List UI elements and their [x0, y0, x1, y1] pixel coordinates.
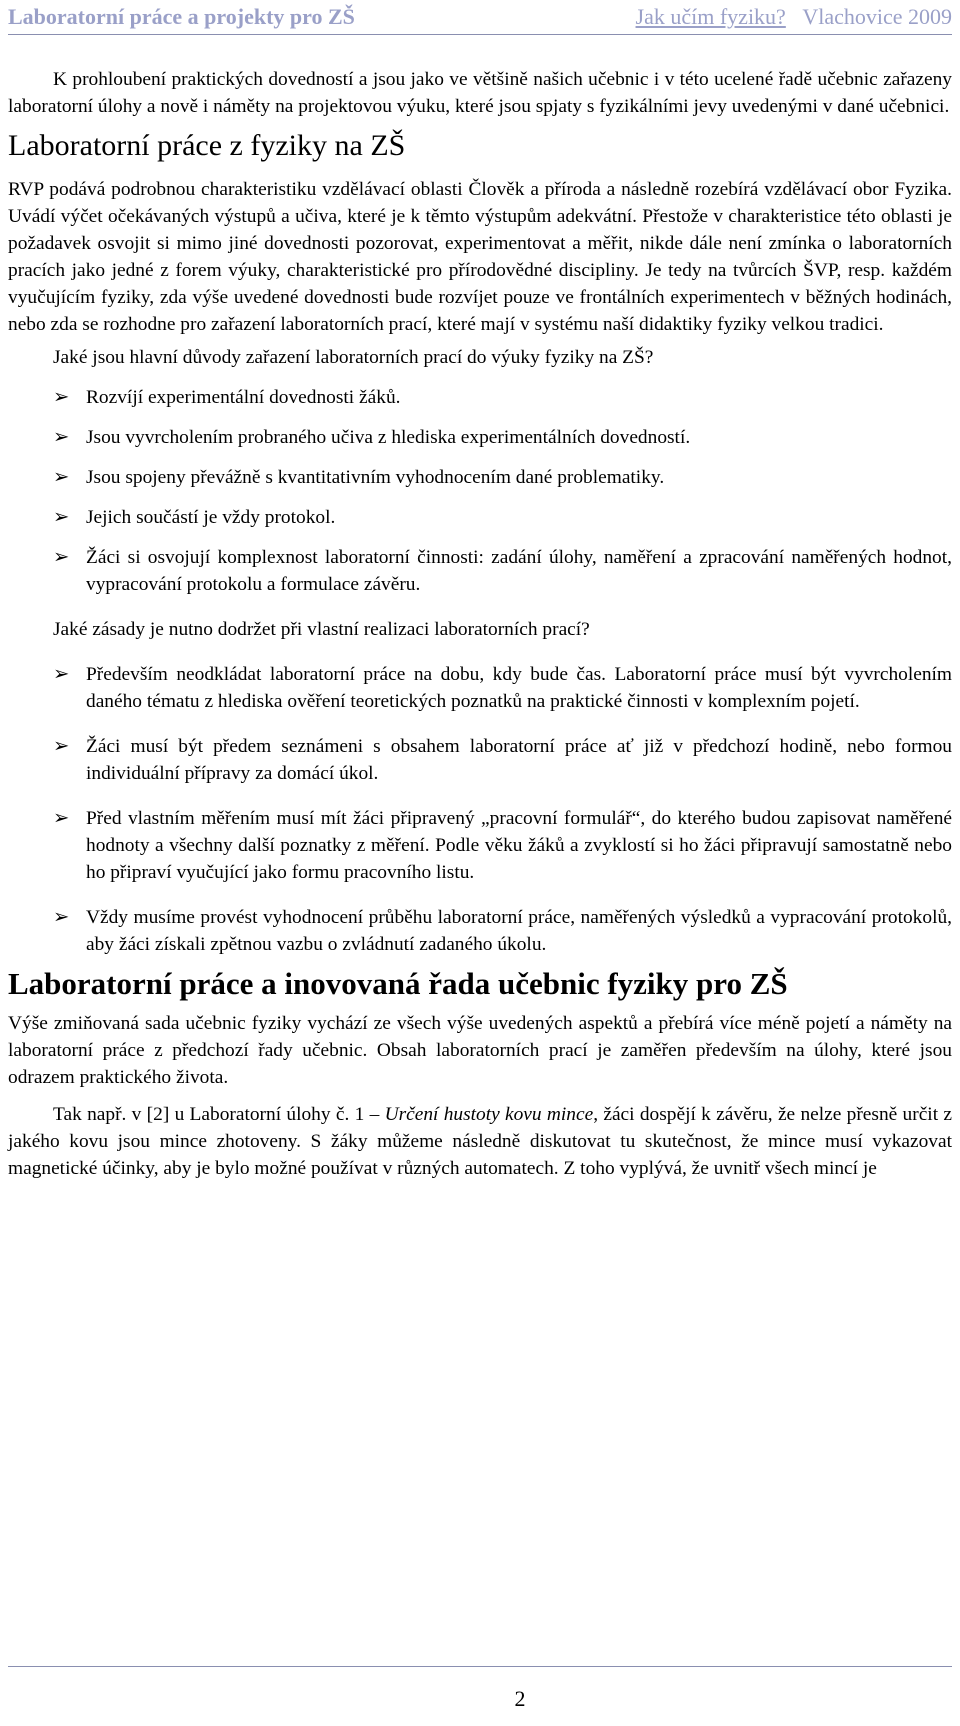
list-item: ➢ Před vlastním měřením musí mít žáci připravený „pracovní formulář“, do kterého budou zapisovat naměřené hodnoty a všechny další poznatky z měření. Podle věku žáků a zvyklostí si ho žáci připravují samostatně nebo ho připraví vyučující jako formu pracovního listu. [8, 805, 952, 886]
arrow-bullet-icon: ➢ [53, 547, 70, 568]
page-content [8, 66, 952, 1182]
list-item: ➢ Jsou vyvrcholením probraného učiva z hlediska experimentálních dovedností. [8, 424, 952, 451]
header-title: Laboratorní práce a projekty pro ZŠ [8, 4, 355, 29]
page-number: 2 [514, 1686, 526, 1711]
list-item: ➢ Žáci musí být předem seznámeni s obsahem laboratorní práce ať již v předchozí hodině, nebo formou individuální přípravy za domácí úkol. [8, 733, 952, 787]
page-header [8, 0, 952, 35]
lab-task-title: Určení hustoty kovu mince [384, 1104, 594, 1125]
question-reasons: Jaké jsou hlavní důvody zařazení laboratorních prací do výuky fyziky na ZŠ? [53, 347, 654, 368]
rvp-paragraph: RVP podává podrobnou charakteristiku vzdělávací oblasti Člověk a příroda a následně rozebírá vzdělávací obor Fyzika. Uvádí výčet očekávaných výstupů a učiva, které je k těmto výstupům adekvátní. Přestože v charakteristice této oblasti je požadavek osvojit si mimo jiné dovednosti pozorovat, experimentovat a měřit, nikde dále není zmínka o laboratorních pracích jako jedné z forem výuky, charakteristické pro přírodovědné discipliny. Je tedy na tvůrcích ŠVP, resp. každém vyučujícím fyziky, zda výše uvedené dovednosti bude rozvíjet pouze ve frontálních experimentech v běžných hodinách, nebo zda se rozhodne pro zařazení laboratorních prací, které mají v systému naší didaktiky fyziky velkou tradici. [8, 179, 952, 335]
arrow-bullet-icon: ➢ [53, 907, 70, 928]
section-heading-textbooks: Laboratorní práce a inovovaná řada učebnic fyziky pro ZŠ [8, 966, 788, 1001]
list-item: ➢ Jejich součástí je vždy protokol. [8, 504, 952, 531]
arrow-bullet-icon: ➢ [53, 736, 70, 757]
footer-divider [8, 1666, 952, 1667]
arrow-bullet-icon: ➢ [53, 387, 70, 408]
principles-list [8, 661, 952, 958]
list-item: ➢ Především neodkládat laboratorní práce na dobu, kdy bude čas. Laboratorní práce musí být vyvrcholením daného tématu z hlediska ověření teoretických poznatků na praktické činnosti v komplexním pojetí. [8, 661, 952, 715]
header-event-place: Vlachovice 2009 [802, 4, 952, 29]
list-item: ➢ Jsou spojeny převážně s kvantitativním vyhodnocením dané problematiky. [8, 464, 952, 491]
list-item: ➢ Žáci si osvojují komplexnost laboratorní činnosti: zadání úlohy, naměření a zpracování naměřených hodnot, vypracování protokolu a formulace závěru. [8, 544, 952, 598]
header-event-title: Jak učím fyziku? [635, 4, 786, 29]
list-item: ➢ Vždy musíme provést vyhodnocení průběhu laboratorní práce, naměřených výsledků a vypracování protokolů, aby žáci získali zpětnou vazbu o zvládnutí zadaného úkolu. [8, 904, 952, 958]
arrow-bullet-icon: ➢ [53, 664, 70, 685]
section-heading-lab-work: Laboratorní práce z fyziky na ZŠ [8, 129, 406, 162]
textbooks-paragraph: Výše zmiňovaná sada učebnic fyziky vychází ze všech výše uvedených aspektů a přebírá více méně pojetí a náměty na laboratorní práce z předchozí řady učebnic. Obsah laboratorních prací je zaměřen především na úlohy, které jsou odrazem praktického života. [8, 1013, 952, 1088]
question-principles: Jaké zásady je nutno dodržet při vlastní realizaci laboratorních prací? [53, 619, 590, 640]
arrow-bullet-icon: ➢ [53, 467, 70, 488]
header-right [636, 0, 952, 34]
list-item: ➢ Rozvíjí experimentální dovednosti žáků. [8, 384, 952, 411]
reasons-list [8, 384, 952, 598]
arrow-bullet-icon: ➢ [53, 507, 70, 528]
arrow-bullet-icon: ➢ [53, 427, 70, 448]
arrow-bullet-icon: ➢ [53, 808, 70, 829]
intro-paragraph: K prohloubení praktických dovedností a jsou jako ve většině našich učebnic i v této ucelené řadě učebnic zařazeny laboratorní úlohy a nově i náměty na projektovou výuku, které jsou spjaty s fyzikálními jevy uvedenými v dané učebnici. [8, 69, 952, 117]
example-paragraph: Tak např. v [2] u Laboratorní úlohy č. 1 – Určení hustoty kovu mince, žáci dospějí k závěru, že nelze přesně určit z jakého kovu jsou mince zhotoveny. S žáky můžeme následně diskutovat tu skutečnost, že mince musí vykazovat magnetické účinky, aby je bylo možné používat v různých automatech. Z toho vyplývá, že uvnitř všech mincí je [8, 1104, 952, 1179]
